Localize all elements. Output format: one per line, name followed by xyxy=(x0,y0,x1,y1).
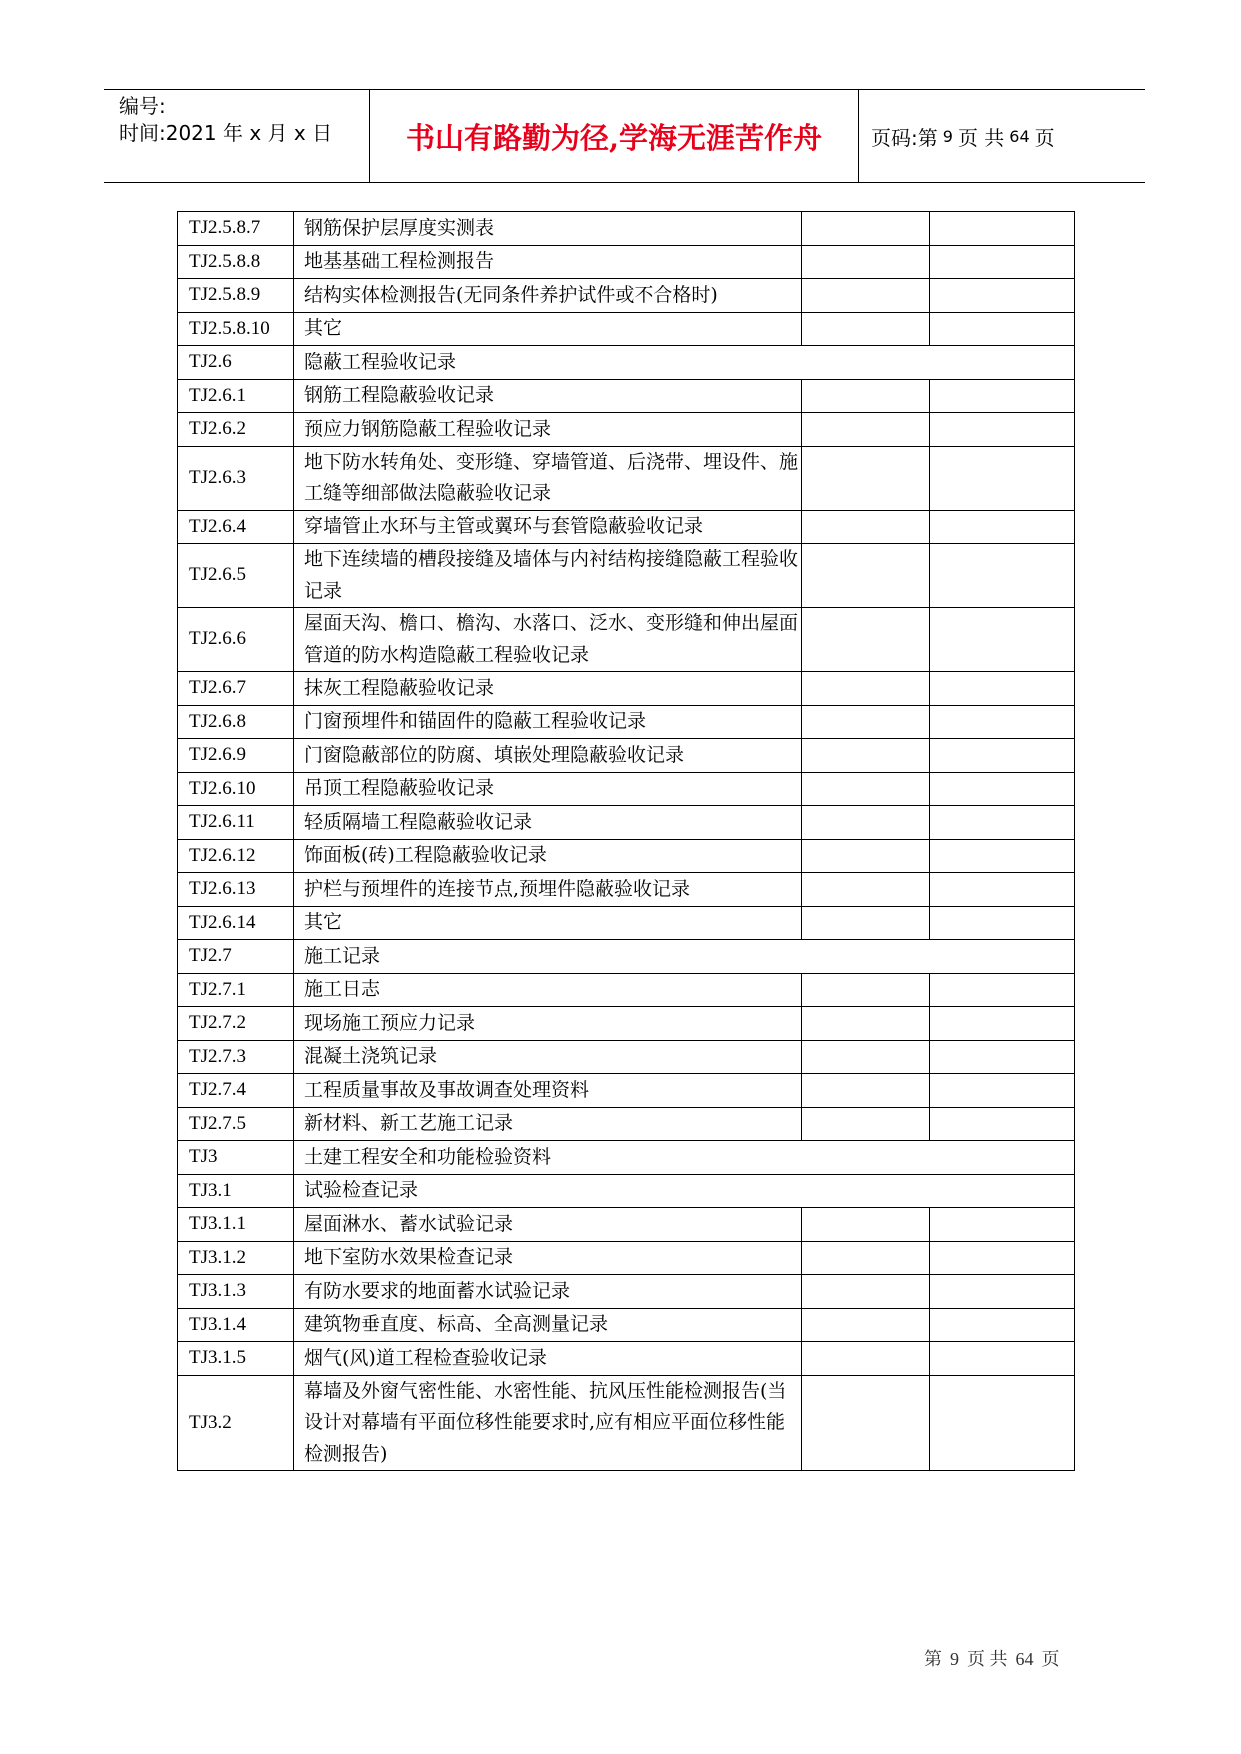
row-code: TJ2.6.1 xyxy=(178,379,294,413)
table-row xyxy=(178,608,1075,672)
row-title: 工程质量事故及事故调查处理资料 xyxy=(294,1074,802,1108)
row-code: TJ2.6.12 xyxy=(178,839,294,873)
document-header xyxy=(104,89,1145,183)
row-check-cell xyxy=(802,413,930,447)
table-row xyxy=(178,1375,1075,1471)
row-check-cell xyxy=(930,739,1075,773)
row-title: 门窗预埋件和锚固件的隐蔽工程验收记录 xyxy=(294,705,802,739)
row-check-cell xyxy=(930,906,1075,940)
row-code: TJ2.6.13 xyxy=(178,873,294,907)
row-check-cell xyxy=(802,212,930,246)
row-title: 钢筋工程隐蔽验收记录 xyxy=(294,379,802,413)
row-code: TJ3.1.2 xyxy=(178,1241,294,1275)
row-title: 试验检查记录 xyxy=(294,1174,1075,1208)
row-title: 抹灰工程隐蔽验收记录 xyxy=(294,672,802,706)
row-check-cell xyxy=(930,1275,1075,1309)
table-row xyxy=(178,672,1075,706)
row-code: TJ2.6.11 xyxy=(178,806,294,840)
row-check-cell xyxy=(930,446,1075,510)
row-title: 地下室防水效果检查记录 xyxy=(294,1241,802,1275)
row-check-cell xyxy=(802,1275,930,1309)
table-row xyxy=(178,544,1075,608)
footer-page: 9 xyxy=(950,1649,959,1669)
row-check-cell xyxy=(930,806,1075,840)
table-row xyxy=(178,1275,1075,1309)
page-mid: 页 共 xyxy=(957,125,1005,150)
row-check-cell xyxy=(802,906,930,940)
table-row xyxy=(178,279,1075,313)
row-code: TJ2.5.8.7 xyxy=(178,212,294,246)
row-code: TJ2.5.8.10 xyxy=(178,312,294,346)
table-row xyxy=(178,1074,1075,1108)
row-check-cell xyxy=(930,705,1075,739)
table-row xyxy=(178,346,1075,380)
table-row xyxy=(178,806,1075,840)
table-row xyxy=(178,1241,1075,1275)
row-code: TJ2.6.7 xyxy=(178,672,294,706)
row-check-cell xyxy=(930,1040,1075,1074)
row-title: 地下连续墙的槽段接缝及墙体与内衬结构接缝隐蔽工程验收记录 xyxy=(294,544,802,608)
row-check-cell xyxy=(802,1342,930,1376)
row-title: 新材料、新工艺施工记录 xyxy=(294,1107,802,1141)
row-code: TJ2.7.4 xyxy=(178,1074,294,1108)
row-title: 饰面板(砖)工程隐蔽验收记录 xyxy=(294,839,802,873)
table-row xyxy=(178,212,1075,246)
row-check-cell xyxy=(802,1040,930,1074)
table-row xyxy=(178,413,1075,447)
row-code: TJ3.1.1 xyxy=(178,1208,294,1242)
row-check-cell xyxy=(930,839,1075,873)
row-title: 土建工程安全和功能检验资料 xyxy=(294,1141,1075,1175)
row-code: TJ2.7.1 xyxy=(178,973,294,1007)
row-check-cell xyxy=(930,973,1075,1007)
row-check-cell xyxy=(802,279,930,313)
row-title: 屋面天沟、檐口、檐沟、水落口、泛水、变形缝和伸出屋面管道的防水构造隐蔽工程验收记录 xyxy=(294,608,802,672)
row-title: 施工记录 xyxy=(294,940,1075,974)
row-check-cell xyxy=(930,1107,1075,1141)
row-check-cell xyxy=(802,544,930,608)
footer-total: 64 xyxy=(1015,1649,1034,1669)
header-meta xyxy=(104,90,370,182)
row-title: 预应力钢筋隐蔽工程验收记录 xyxy=(294,413,802,447)
header-page-info xyxy=(859,90,1145,182)
table-row xyxy=(178,873,1075,907)
row-check-cell xyxy=(802,312,930,346)
table-row xyxy=(178,973,1075,1007)
row-title: 钢筋保护层厚度实测表 xyxy=(294,212,802,246)
table-row xyxy=(178,772,1075,806)
row-check-cell xyxy=(930,672,1075,706)
row-check-cell xyxy=(802,873,930,907)
row-check-cell xyxy=(802,1308,930,1342)
page-footer xyxy=(920,1645,1064,1671)
row-check-cell xyxy=(930,1074,1075,1108)
row-code: TJ2.5.8.9 xyxy=(178,279,294,313)
row-code: TJ2.6.2 xyxy=(178,413,294,447)
row-check-cell xyxy=(802,1375,930,1471)
row-title: 结构实体检测报告(无同条件养护试件或不合格时) xyxy=(294,279,802,313)
row-check-cell xyxy=(802,705,930,739)
row-code: TJ2.7.5 xyxy=(178,1107,294,1141)
row-code: TJ3.1.3 xyxy=(178,1275,294,1309)
row-title: 门窗隐蔽部位的防腐、填嵌处理隐蔽验收记录 xyxy=(294,739,802,773)
row-title: 混凝土浇筑记录 xyxy=(294,1040,802,1074)
row-title: 轻质隔墙工程隐蔽验收记录 xyxy=(294,806,802,840)
row-title: 隐蔽工程验收记录 xyxy=(294,346,1075,380)
header-motto: 书山有路勤为径,学海无涯苦作舟 xyxy=(370,90,859,182)
row-code: TJ3.1 xyxy=(178,1174,294,1208)
row-code: TJ2.6 xyxy=(178,346,294,380)
row-title: 屋面淋水、蓄水试验记录 xyxy=(294,1208,802,1242)
table-row xyxy=(178,510,1075,544)
table-row xyxy=(178,1208,1075,1242)
row-check-cell xyxy=(930,544,1075,608)
table-row xyxy=(178,1342,1075,1376)
row-title: 护栏与预埋件的连接节点,预埋件隐蔽验收记录 xyxy=(294,873,802,907)
footer-mid: 页 共 xyxy=(967,1649,1008,1669)
row-code: TJ2.7.2 xyxy=(178,1007,294,1041)
footer-suffix: 页 xyxy=(1041,1649,1060,1669)
table-row xyxy=(178,1007,1075,1041)
row-code: TJ2.6.10 xyxy=(178,772,294,806)
time-label: 时间:2021 年 x 月 x 日 xyxy=(119,121,333,145)
records-table-body xyxy=(178,212,1075,1471)
table-row xyxy=(178,940,1075,974)
row-check-cell xyxy=(802,446,930,510)
row-check-cell xyxy=(930,1007,1075,1041)
row-check-cell xyxy=(802,806,930,840)
row-title: 施工日志 xyxy=(294,973,802,1007)
row-check-cell xyxy=(930,379,1075,413)
table-row xyxy=(178,446,1075,510)
row-code: TJ2.6.4 xyxy=(178,510,294,544)
row-check-cell xyxy=(930,245,1075,279)
row-check-cell xyxy=(802,739,930,773)
row-check-cell xyxy=(802,245,930,279)
row-check-cell xyxy=(802,379,930,413)
row-check-cell xyxy=(802,510,930,544)
row-check-cell xyxy=(802,1241,930,1275)
row-title: 有防水要求的地面蓄水试验记录 xyxy=(294,1275,802,1309)
table-row xyxy=(178,312,1075,346)
row-check-cell xyxy=(802,672,930,706)
row-check-cell xyxy=(930,873,1075,907)
row-code: TJ3.1.5 xyxy=(178,1342,294,1376)
row-title: 吊顶工程隐蔽验收记录 xyxy=(294,772,802,806)
table-row xyxy=(178,1040,1075,1074)
table-row xyxy=(178,1141,1075,1175)
row-code: TJ2.6.9 xyxy=(178,739,294,773)
row-title: 烟气(风)道工程检查验收记录 xyxy=(294,1342,802,1376)
table-row xyxy=(178,739,1075,773)
row-title: 其它 xyxy=(294,312,802,346)
table-row xyxy=(178,1308,1075,1342)
row-check-cell xyxy=(930,279,1075,313)
row-check-cell xyxy=(930,212,1075,246)
row-code: TJ2.5.8.8 xyxy=(178,245,294,279)
row-check-cell xyxy=(930,413,1075,447)
row-check-cell xyxy=(930,312,1075,346)
row-code: TJ2.6.5 xyxy=(178,544,294,608)
row-code: TJ2.6.8 xyxy=(178,705,294,739)
row-code: TJ2.6.6 xyxy=(178,608,294,672)
row-check-cell xyxy=(930,510,1075,544)
table-row xyxy=(178,839,1075,873)
footer-prefix: 第 xyxy=(924,1649,942,1669)
row-title: 地基基础工程检测报告 xyxy=(294,245,802,279)
row-title: 现场施工预应力记录 xyxy=(294,1007,802,1041)
records-table xyxy=(177,211,1075,1471)
row-code: TJ3 xyxy=(178,1141,294,1175)
row-check-cell xyxy=(802,973,930,1007)
row-check-cell xyxy=(930,608,1075,672)
row-check-cell xyxy=(802,608,930,672)
row-check-cell xyxy=(930,1241,1075,1275)
row-check-cell xyxy=(930,1375,1075,1471)
row-check-cell xyxy=(930,1342,1075,1376)
row-check-cell xyxy=(802,1208,930,1242)
table-row xyxy=(178,245,1075,279)
row-title: 地下防水转角处、变形缝、穿墙管道、后浇带、埋设件、施工缝等细部做法隐蔽验收记录 xyxy=(294,446,802,510)
table-row xyxy=(178,379,1075,413)
row-title: 穿墙管止水环与主管或翼环与套管隐蔽验收记录 xyxy=(294,510,802,544)
page-prefix: 页码:第 xyxy=(871,125,938,150)
row-title: 建筑物垂直度、标高、全高测量记录 xyxy=(294,1308,802,1342)
page-suffix: 页 xyxy=(1034,125,1055,150)
number-label: 编号: xyxy=(119,94,166,118)
page-total: 64 xyxy=(1009,126,1030,146)
row-code: TJ2.7 xyxy=(178,940,294,974)
row-code: TJ2.7.3 xyxy=(178,1040,294,1074)
row-check-cell xyxy=(802,772,930,806)
table-row xyxy=(178,906,1075,940)
row-check-cell xyxy=(930,1208,1075,1242)
row-check-cell xyxy=(802,839,930,873)
row-code: TJ3.2 xyxy=(178,1375,294,1471)
table-row xyxy=(178,705,1075,739)
row-title: 其它 xyxy=(294,906,802,940)
row-title: 幕墙及外窗气密性能、水密性能、抗风压性能检测报告(当设计对幕墙有平面位移性能要求时,应有相应平面位移性能检测报告) xyxy=(294,1375,802,1471)
row-check-cell xyxy=(930,1308,1075,1342)
page-number: 9 xyxy=(942,126,953,146)
row-check-cell xyxy=(802,1007,930,1041)
row-check-cell xyxy=(930,772,1075,806)
table-row xyxy=(178,1107,1075,1141)
row-check-cell xyxy=(802,1107,930,1141)
row-code: TJ3.1.4 xyxy=(178,1308,294,1342)
row-check-cell xyxy=(802,1074,930,1108)
table-row xyxy=(178,1174,1075,1208)
row-code: TJ2.6.3 xyxy=(178,446,294,510)
row-code: TJ2.6.14 xyxy=(178,906,294,940)
